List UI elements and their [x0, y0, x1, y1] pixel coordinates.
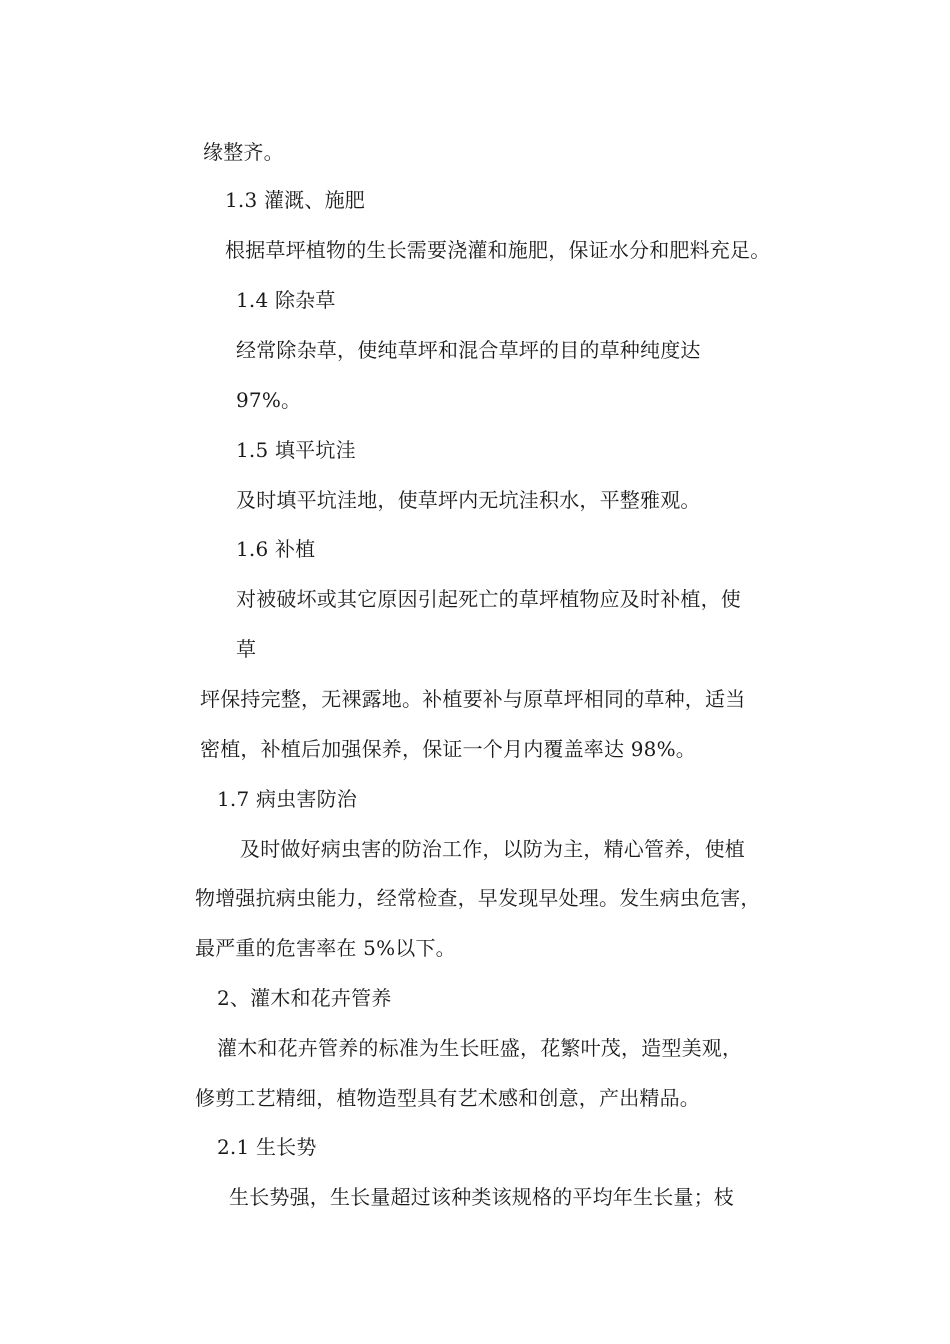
text-line: 坪保持完整，无裸露地。补植要补与原草坪相同的草种，适当 [200, 687, 746, 711]
text-line: 根据草坪植物的生长需要浇灌和施肥，保证水分和肥料充足。 [225, 238, 771, 262]
section-heading: 1.6 补植 [236, 537, 316, 561]
section-heading: 1.4 除杂草 [236, 288, 336, 312]
section-heading: 1.7 病虫害防治 [217, 787, 357, 811]
text-line: 草 [236, 637, 257, 661]
text-line: 修剪工艺精细，植物造型具有艺术感和创意，产出精品。 [195, 1086, 700, 1110]
text-line: 灌木和花卉管养的标准为生长旺盛，花繁叶茂，造型美观， [217, 1036, 743, 1060]
text-line: 密植，补植后加强保养，保证一个月内覆盖率达 98%。 [200, 737, 697, 761]
section-heading: 2.1 生长势 [217, 1135, 317, 1159]
text-line: 及时做好病虫害的防治工作，以防为主，精心管养，使植 [240, 837, 745, 861]
section-heading: 2、灌木和花卉管养 [217, 986, 392, 1010]
text-line: 缘整齐。 [203, 140, 284, 164]
section-heading: 1.5 填平坑洼 [236, 438, 356, 462]
text-line: 对被破坏或其它原因引起死亡的草坪植物应及时补植，使 [236, 587, 741, 611]
text-line: 物增强抗病虫能力，经常检查，早发现早处理。发生病虫危害， [195, 886, 761, 910]
section-heading: 1.3 灌溉、施肥 [225, 188, 365, 212]
text-line: 97%。 [236, 388, 302, 412]
text-line: 经常除杂草，使纯草坪和混合草坪的目的草种纯度达 [236, 338, 701, 362]
text-line: 生长势强，生长量超过该种类该规格的平均年生长量；枝 [229, 1185, 734, 1209]
text-line: 最严重的危害率在 5%以下。 [195, 936, 456, 960]
text-line: 及时填平坑洼地，使草坪内无坑洼积水，平整雅观。 [236, 488, 701, 512]
